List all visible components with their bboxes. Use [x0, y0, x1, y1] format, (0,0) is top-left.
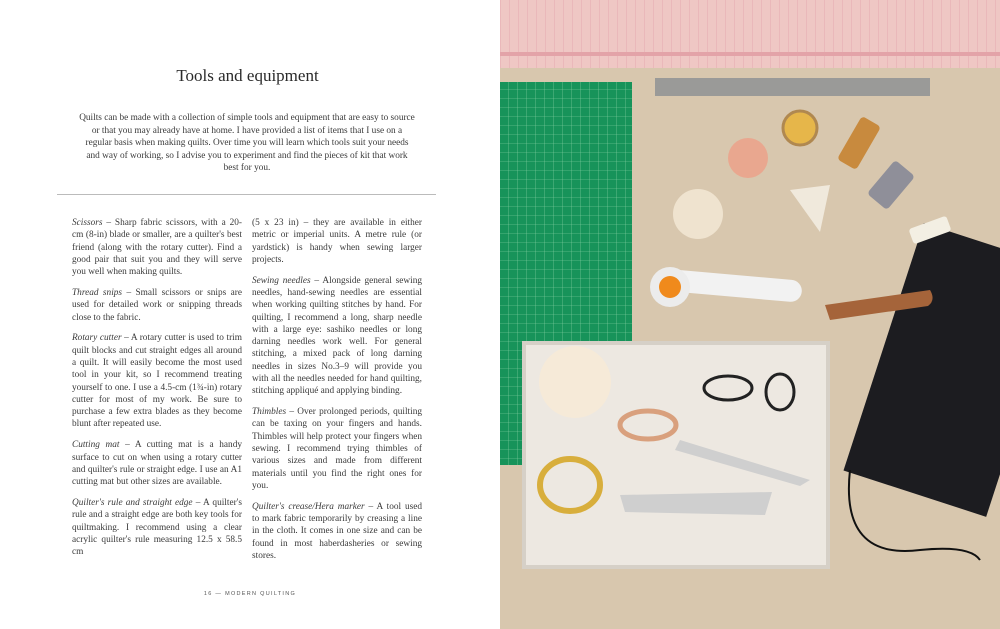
hera-marker [790, 185, 830, 232]
entry-text: – A cutting mat is a handy surface to cut on when using a rotary cutter and quilter's rule or straight edge. I use an A1 cutting mat but other sizes are available. [72, 440, 242, 488]
entry-rule-continued [252, 217, 422, 266]
entry-thimbles [252, 406, 422, 492]
entry-cutting-mat [72, 439, 242, 488]
cream-thread-ball [673, 189, 723, 239]
text-column-right [252, 217, 422, 571]
entry-text: – A tool used to mark fabric temporarily by creasing a line in the cloth. It comes in one size and can be found in most haberdasheries or sewing stores. [252, 501, 422, 561]
entry-term: Quilter's rule and straight edge [72, 497, 193, 508]
entry-quilters-rule [72, 497, 242, 558]
entry-sewing-needles [252, 275, 422, 398]
entry-term: Scissors [72, 218, 103, 228]
entry-term: Thread snips [72, 287, 123, 298]
wax-tin [783, 111, 817, 145]
divider [57, 194, 436, 195]
entry-term: Quilter's crease/Hera marker [252, 501, 365, 512]
entry-term: Cutting mat [72, 440, 120, 451]
metal-ruler [655, 78, 930, 96]
entry-text: – Alongside general sewing needles, hand-sewing needles are essential when working quilting stitches by hand. For quilting, I recommend a long, sharp needle with a large eye: sashiko needles or long darning needles work well. For general stitching, a mixed pack of long darning needles in sizes No.3–9 will provide you with all the needles needed for hand quilting, stitching appliqué and applying binding. [252, 275, 422, 397]
intro-paragraph: Quilts can be made with a collection of simple tools and equipment that are easy to source or that you may already have at home. I have provided a list of items that I use on a regular basis when making quilts. Over time you will learn which tools suit your needs and way of working, so I advise you to experiment and find the pieces of kit that work best for you. [79, 113, 415, 174]
entry-text: – Small scissors or snips are used for detailed work or snipping threads close to the fabric. [72, 287, 242, 323]
rotary-cutter [650, 267, 803, 307]
grey-thread-spool [867, 160, 915, 210]
entry-text: – A rotary cutter is used to trim quilt blocks and cut straight edges all around a quilt. It will easily become the most used tool in your kit, so I recommend treating yourself to one. I use a 4.5-cm (1¾-in) rotary cutter for most of my work. Be sure to purchase a few extra blades as they become blunt after repeated use. [72, 333, 242, 430]
text-column-left [72, 217, 242, 567]
entry-text: – Over prolonged periods, quilting can be taxing on your fingers and hands. Thimbles will help protect your fingers when sewing. I recommend trying thimbles of various sizes and made from different materials until you find the right ones for you. [252, 407, 422, 491]
black-fabric [843, 223, 1000, 517]
entry-text: (5 x 23 in) – they are available in either metric or imperial units. A metre rule (or yardstick) is handy when sewing larger projects. [252, 218, 422, 265]
pink-thread-ball [728, 138, 768, 178]
entry-text: – A quilter's rule and a straight edge are both key tools for quiltmaking. I recommend using a clear acrylic quilter's rule measuring 12.5 x 58.5 cm [72, 497, 242, 558]
entry-rotary-cutter [72, 332, 242, 430]
tools-photo [500, 0, 1000, 629]
quilters-ruler [500, 0, 1000, 68]
orange-thread-spool [837, 116, 881, 170]
page-title: Tools and equipment [176, 66, 319, 85]
page-footer: 16 — MODERN QUILTING [203, 591, 297, 597]
entry-term: Sewing needles [252, 275, 311, 286]
entry-text: – Sharp fabric scissors, with a 20-cm (8-in) blade or smaller, are a quilter's best friend (along with the rotary cutter). Find a good pair that suit you and they will serve you well when making quilts. [72, 218, 242, 278]
entry-term: Rotary cutter [72, 333, 122, 344]
entry-thread-snips [72, 287, 242, 324]
white-tray [524, 343, 828, 567]
entry-hera-marker [252, 501, 422, 562]
entry-term: Thimbles [252, 407, 287, 418]
entry-scissors [72, 217, 242, 278]
tools-illustration [500, 0, 1000, 629]
